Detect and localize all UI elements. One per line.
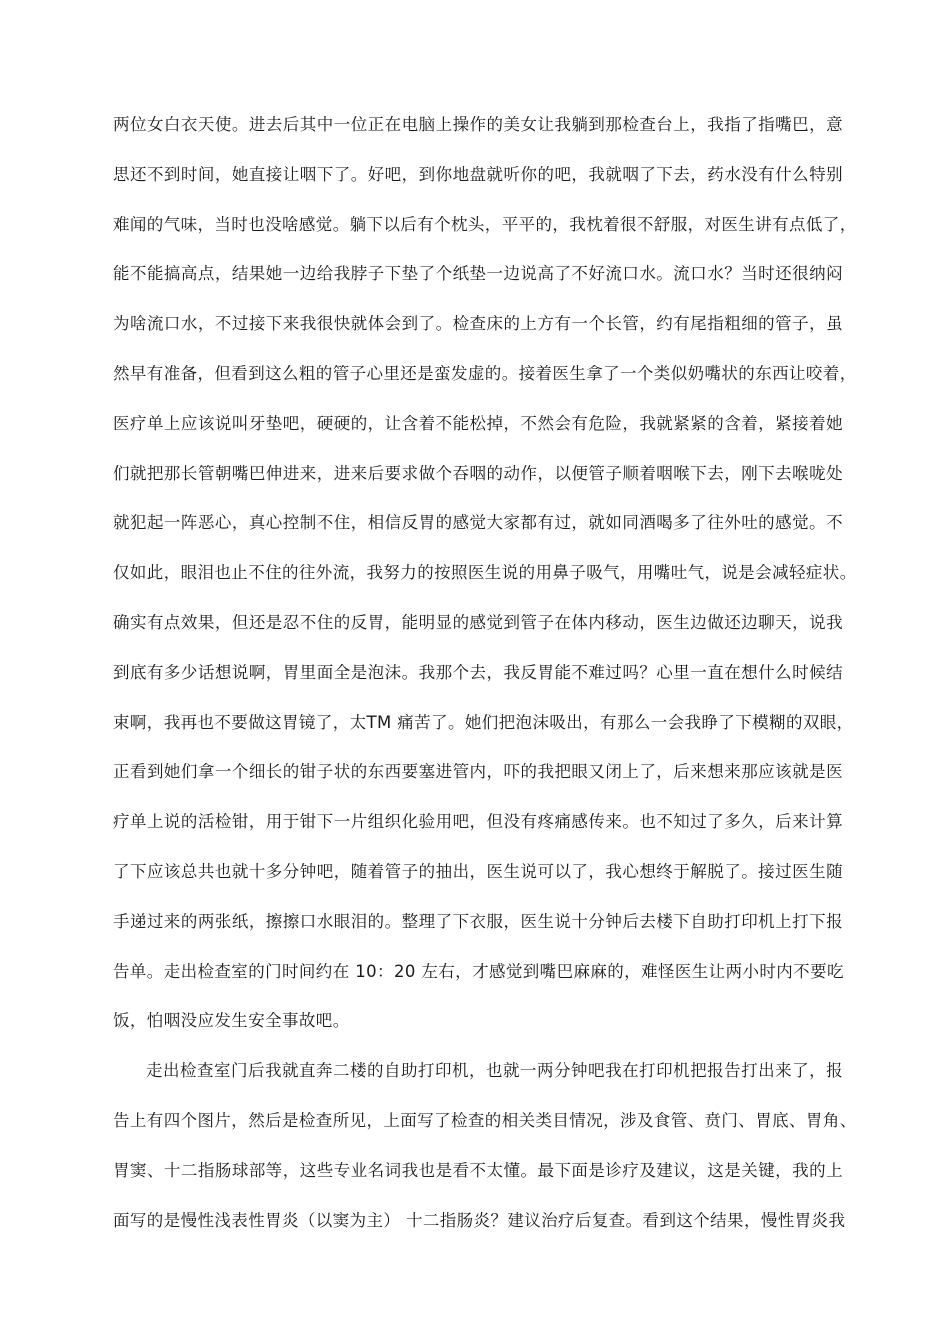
text-line: 确实有点效果，但还是忍不住的反胃，能明显的感觉到管子在体内移动，医生边做还边聊天，说我 bbox=[113, 612, 843, 632]
text-line: 思还不到时间，她直接让咽下了。好吧，到你地盘就听你的吧，我就咽了下去，药水没有什么特别 bbox=[113, 164, 843, 184]
text-line: 们就把那长管朝嘴巴伸进来，进来后要求做个吞咽的动作，以便管子顺着咽喉下去，刚下去喉咙处 bbox=[113, 463, 843, 483]
text-line: 饭，怕咽没应发生安全事故吧。 bbox=[113, 1011, 350, 1031]
text-line: 面写的是慢性浅表性胃炎（以窦为主） 十二指肠炎？建议治疗后复查。看到这个结果，慢性胃炎我 bbox=[113, 1210, 846, 1230]
text-line: 了下应该总共也就十多分钟吧，随着管子的抽出，医生说可以了，我心想终于解脱了。接过医生随 bbox=[113, 861, 843, 881]
text-line: 束啊，我再也不要做这胃镜了，太TM 痛苦了。她们把泡沫吸出，有那么一会我睁了下模糊的双眼， bbox=[113, 712, 854, 732]
text-line: 然早有准备，但看到这么粗的管子心里还是蛮发虚的。接着医生拿了一个类似奶嘴状的东西让咬着， bbox=[113, 363, 857, 383]
text-line: 医疗单上应该说叫牙垫吧，硬硬的，让含着不能松掉，不然会有危险，我就紧紧的含着，紧接着她 bbox=[113, 413, 843, 433]
text-line: 能不能搞高点，结果她一边给我脖子下垫了个纸垫一边说高了不好流口水。流口水？当时还很纳闷 bbox=[113, 264, 843, 284]
text-line: 两位女白衣天使。进去后其中一位正在电脑上操作的美女让我躺到那检查台上，我指了指嘴巴，意 bbox=[113, 115, 843, 134]
text-line: 疗单上说的活检钳，用于钳下一片组织化验用吧，但没有疼痛感传来。也不知过了多久，后来计算 bbox=[113, 812, 843, 832]
text-line: 手递过来的两张纸，擦擦口水眼泪的。整理了下衣服，医生说十分钟后去楼下自助打印机上打下报 bbox=[113, 911, 843, 931]
text-line: 正看到她们拿一个细长的钳子状的东西要塞进管内，吓的我把眼又闭上了，后来想来那应该就是医 bbox=[113, 762, 843, 782]
paragraph-2 bbox=[113, 1052, 857, 1238]
paragraph-1 bbox=[113, 106, 857, 1039]
text-line: 到底有多少话想说啊，胃里面全是泡沫。我那个去，我反胃能不难过吗？心里一直在想什么时候结 bbox=[113, 662, 843, 682]
text-line: 为啥流口水，不过接下来我很快就体会到了。检查床的上方有一个长管，约有尾指粗细的管子，虽 bbox=[113, 314, 843, 334]
text-line: 告上有四个图片，然后是检查所见，上面写了检查的相关类目情况，涉及食管、贲门、胃底、胃角、 bbox=[113, 1110, 857, 1130]
text-line: 仅如此，眼泪也止不住的往外流，我努力的按照医生说的用鼻子吸气，用嘴吐气，说是会减轻症状。 bbox=[113, 563, 857, 583]
text-line: 告单。走出检查室的门时间约在 10：20 左右，才感觉到嘴巴麻麻的，难怪医生让两小时内不要吃 bbox=[113, 961, 844, 981]
text-line: 走出检查室门后我就直奔二楼的自助打印机，也就一两分钟吧我在打印机把报告打出来了，报 bbox=[146, 1061, 843, 1081]
text-line: 难闻的气味，当时也没啥感觉。躺下以后有个枕头，平平的，我枕着很不舒服，对医生讲有点低了， bbox=[113, 214, 857, 234]
text-line: 就犯起一阵恶心，真心控制不住，相信反胃的感觉大家都有过，就如同酒喝多了往外吐的感觉。不 bbox=[113, 513, 843, 533]
text-line: 胃窦、十二指肠球部等，这些专业名词我也是看不太懂。最下面是诊疗及建议，这是关键，我的上 bbox=[113, 1160, 843, 1180]
document-body bbox=[113, 106, 857, 1251]
